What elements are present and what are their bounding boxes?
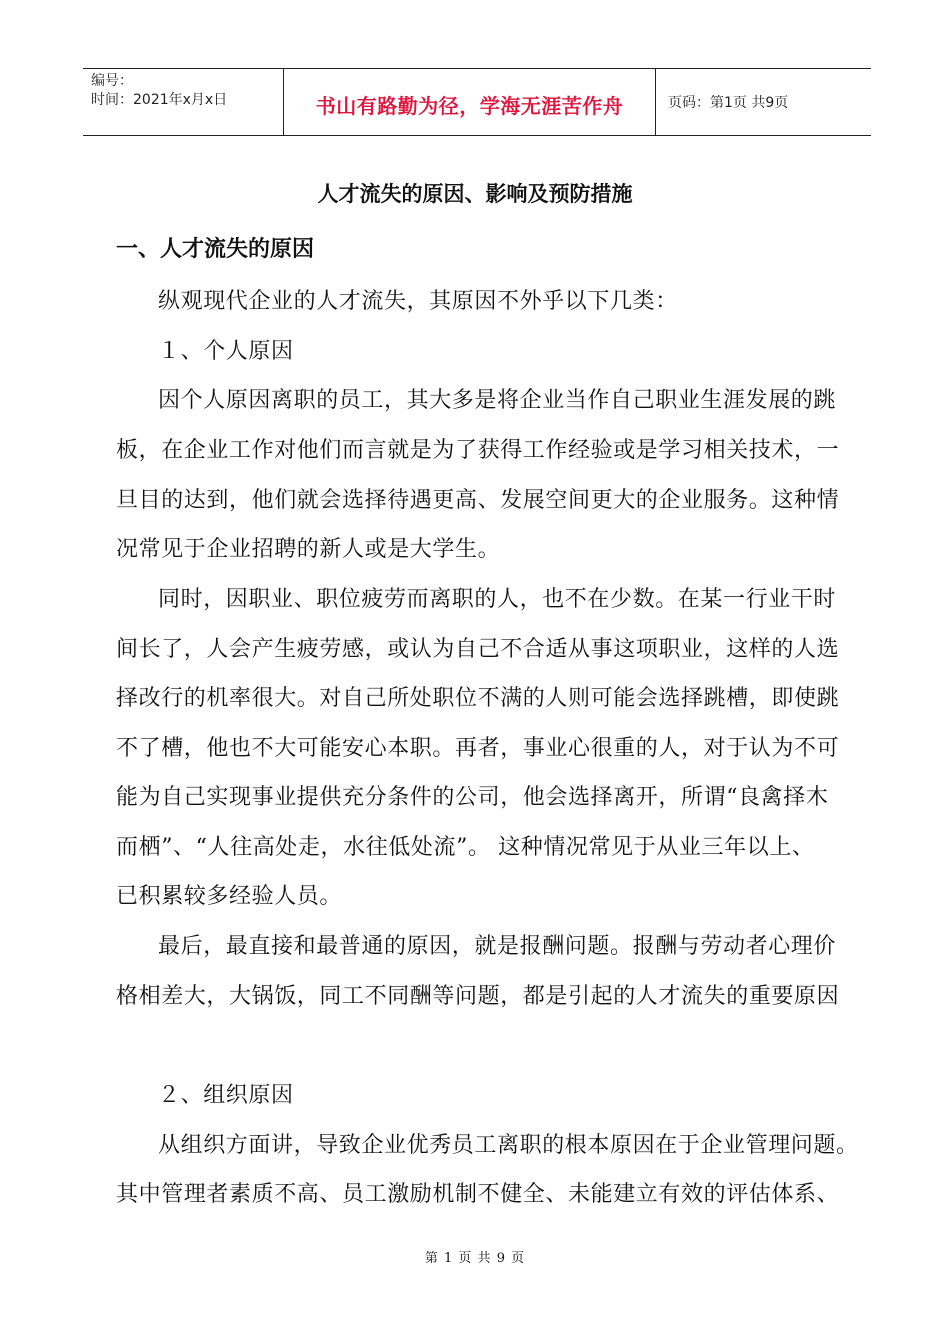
paragraph-line: 格相差大，大锅饭，同工不同酬等问题，都是引起的人才流失的重要原因 [116, 984, 840, 1009]
header-motto: 书山有路勤为径，学海无涯苦作舟 [315, 93, 624, 118]
document-time-label: 时间：2021年x月x日 [91, 92, 228, 108]
paragraph-line: 纵观现代企业的人才流失，其原因不外乎以下几类： [158, 289, 678, 314]
paragraph-line: 从组织方面讲，导致企业优秀员工离职的根本原因在于企业管理问题。 [158, 1133, 859, 1158]
paragraph-line: 因个人原因离职的员工，其大多是将企业当作自己职业生涯发展的跳 [158, 388, 837, 413]
paragraph-line: 其中管理者素质不高、员工激励机制不健全、未能建立有效的评估体系、 [116, 1182, 840, 1207]
paragraph-line: 能为自己实现事业提供充分条件的公司，他会选择离开，所谓“良禽择木 [116, 785, 829, 810]
subheading-organizational-reasons: ２、组织原因 [158, 1083, 294, 1108]
document-title: 人才流失的原因、影响及预防措施 [317, 182, 633, 206]
page-header [83, 68, 871, 136]
paragraph-line: 而栖”、“人往高处走，水往低处流”。 这种情况常见于从业三年以上、 [116, 835, 815, 860]
paragraph-line: 间长了，人会产生疲劳感，或认为自己不合适从事这项职业，这样的人选 [116, 637, 840, 662]
paragraph-line: 板，在企业工作对他们而言就是为了获得工作经验或是学习相关技术，一 [116, 438, 840, 463]
paragraph-line: 同时，因职业、职位疲劳而离职的人，也不在少数。在某一行业干时 [158, 587, 837, 612]
paragraph-line: 最后，最直接和最普通的原因，就是报酬问题。报酬与劳动者心理价 [158, 934, 837, 959]
paragraph-line: 不了槽，他也不大可能安心本职。再者，事业心很重的人，对于认为不可 [116, 736, 840, 761]
page-footer: 第 1 页 共 9 页 [424, 1251, 526, 1266]
header-motto-cell [284, 69, 656, 135]
header-page-code: 页码：第1页 共9页 [668, 95, 789, 111]
paragraph-line: 况常见于企业招聘的新人或是大学生。 [116, 537, 501, 562]
header-meta [83, 69, 284, 135]
paragraph-line: 择改行的机率很大。对自己所处职位不满的人则可能会选择跳槽，即使跳 [116, 686, 840, 711]
paragraph-line: 旦目的达到，他们就会选择待遇更高、发展空间更大的企业服务。这种情 [116, 488, 840, 513]
document-number-label: 编号： [91, 73, 133, 89]
subheading-personal-reasons: １、个人原因 [158, 339, 294, 364]
section-heading: 一、人才流失的原因 [116, 237, 315, 262]
paragraph-line: 已积累较多经验人员。 [116, 884, 343, 909]
